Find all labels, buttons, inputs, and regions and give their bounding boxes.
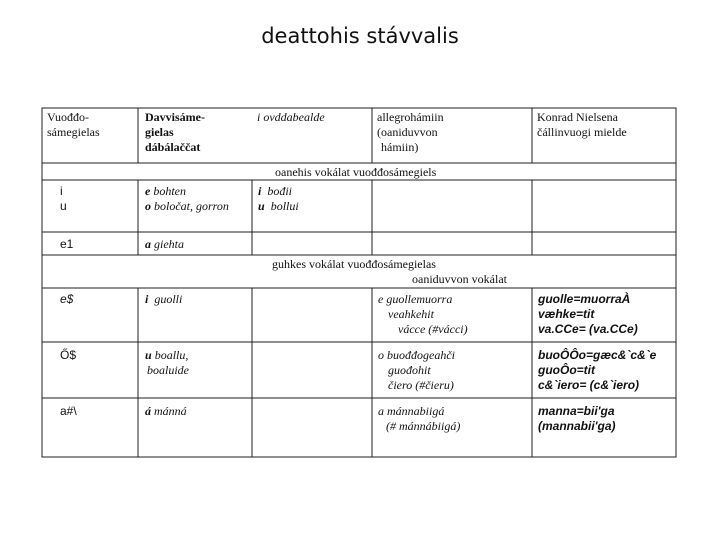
header-col5: Konrad Nielsena čállinvuogi mielde [537, 110, 627, 139]
row2-col1: e1 [60, 237, 74, 251]
row5-col1: a#\ [60, 404, 77, 418]
row5-col2: á mánná [145, 404, 187, 418]
section2-sublabel: oaniduvvon vokálat [412, 272, 507, 286]
header-col4: allegrohámiin (oaniduvvon hámiin) [377, 110, 444, 154]
row3-col1: e$ [60, 292, 74, 306]
row3-col5: guolle=muorraÀ væhke=tit va.CCe= (va.CCe) [538, 292, 638, 336]
row1-col2: e bohten o boločat, gorron [145, 184, 229, 213]
row3-col2: i guolli [145, 292, 183, 306]
header-col1: Vuođđo- sámegielas [47, 110, 100, 139]
page-title: deattohis stávvalis [261, 24, 459, 48]
section2-label: guhkes vokálat vuođđosámegielas [272, 257, 436, 271]
row5-col5: manna=bii'ga (mannabii'ga) [538, 404, 616, 433]
row3-col4: e guollemuorra veahkehit vácce (#vácci) [378, 292, 468, 336]
row4-col4: o buođđogeahči guođohit čiero (#čieru) [378, 348, 455, 392]
row5-col4: a mánnabiigá (# mánnábiigá) [378, 404, 461, 433]
header-col2: Davvisáme- gielas dábálaččat [145, 110, 205, 154]
section1-label: oanehis vokálat vuođđosámegiels [275, 165, 437, 179]
row1-col1: i u [60, 184, 67, 213]
header-col3: i ovddabealde [257, 110, 325, 124]
row1-col3: i bođii u bollui [258, 184, 299, 213]
row4-col5: buoÔÔo=gæc&`c&`e guoÔo=tit c&`iero= (c&`iero) [538, 348, 657, 392]
row4-col2: u boallu, boaluide [145, 348, 189, 377]
row2-col2: a giehta [145, 237, 184, 251]
row4-col1: Ő$ [60, 348, 77, 362]
